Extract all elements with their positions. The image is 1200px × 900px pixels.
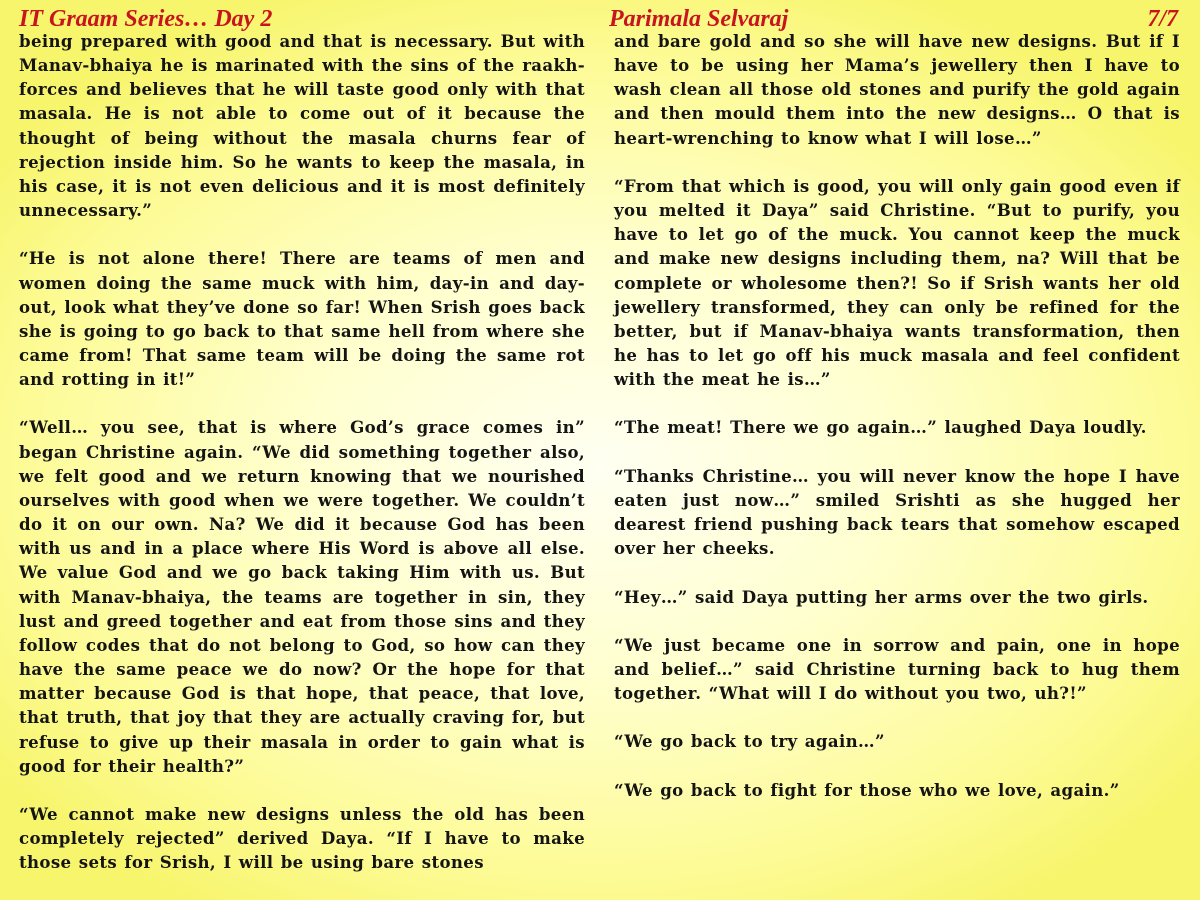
- paragraph: “We cannot make new designs unless the old has been completely rejected” derived Daya. “If I have to make those sets for Srish, I will be using bare stones: [19, 803, 585, 873]
- paragraph: “Well… you see, that is where God’s grace comes in” began Christine again. “We did something together also, we felt good and we return knowing that we nourished ourselves with good when we were together. We couldn’t do it on our own. Na? We did it because God has been with us and in a place where His Word is above all else. We value God and we go back taking Him with us. But with Manav-bhaiya, the teams are together in sin, they lust and greed together and eat from those sins and they follow codes that do not belong to God, so how can they have the same peace we do now? Or the hope for that matter because God is that hope, that peace, that love, that truth, that joy that they are actually craving for, but refuse to give up their masala in order to gain what is good for their health?”: [19, 417, 585, 776]
- paragraph: “We go back to try again…”: [614, 731, 885, 752]
- paragraph: “The meat! There we go again…” laughed Daya loudly.: [614, 417, 1147, 438]
- paragraph: “Thanks Christine… you will never know the hope I have eaten just now…” smiled Srishti as she hugged her dearest friend pushing back tears that somehow escaped over her cheeks.: [614, 465, 1180, 559]
- series-title: IT Graam Series… Day 2: [19, 6, 273, 32]
- paragraph: “From that which is good, you will only gain good even if you melted it Daya” said Christine. “But to purify, you have to let go of the muck. You cannot keep the muck and make new designs including them, na? Will that be complete or wholesome then?! So if Srish wants her old jewellery transformed, they can only be refined for the better, but if Manav-bhaiya wants transformation, then he has to let go off his muck masala and feel confident with the meat he is…”: [614, 175, 1180, 390]
- paragraph: and bare gold and so she will have new designs. But if I have to be using her Mama’s jewellery then I have to wash clean all those old stones and purify the gold again and then mould them into the new designs… O that is heart-wrenching to know what I will lose…”: [614, 31, 1180, 148]
- paragraph: “Hey…” said Daya putting her arms over the two girls.: [614, 586, 1149, 607]
- paragraph: “We just became one in sorrow and pain, one in hope and belief…” said Christine turning back to hug them together. “What will I do without you two, uh?!”: [614, 634, 1180, 704]
- left-column: [19, 29, 585, 874]
- page-number: 7/7: [1147, 6, 1178, 32]
- paragraph: being prepared with good and that is necessary. But with Manav-bhaiya he is marinated with the sins of the raakh-forces and believes that he will taste good only with that masala. He is not able to come out of it because the thought of being without the masala churns fear of rejection inside him. So he wants to keep the masala, in his case, it is not even delicious and it is most definitely unnecessary.”: [19, 31, 585, 221]
- paragraph: “We go back to fight for those who we love, again.”: [614, 779, 1120, 800]
- paragraph: “He is not alone there! There are teams of men and women doing the same muck with him, day-in and day-out, look what they’ve done so far! When Srish goes back she is going to go back to that same hell from where she came from! That same team will be doing the same rot and rotting in it!”: [19, 248, 585, 390]
- author-name: Parimala Selvaraj: [609, 6, 789, 32]
- right-column: [614, 29, 1180, 802]
